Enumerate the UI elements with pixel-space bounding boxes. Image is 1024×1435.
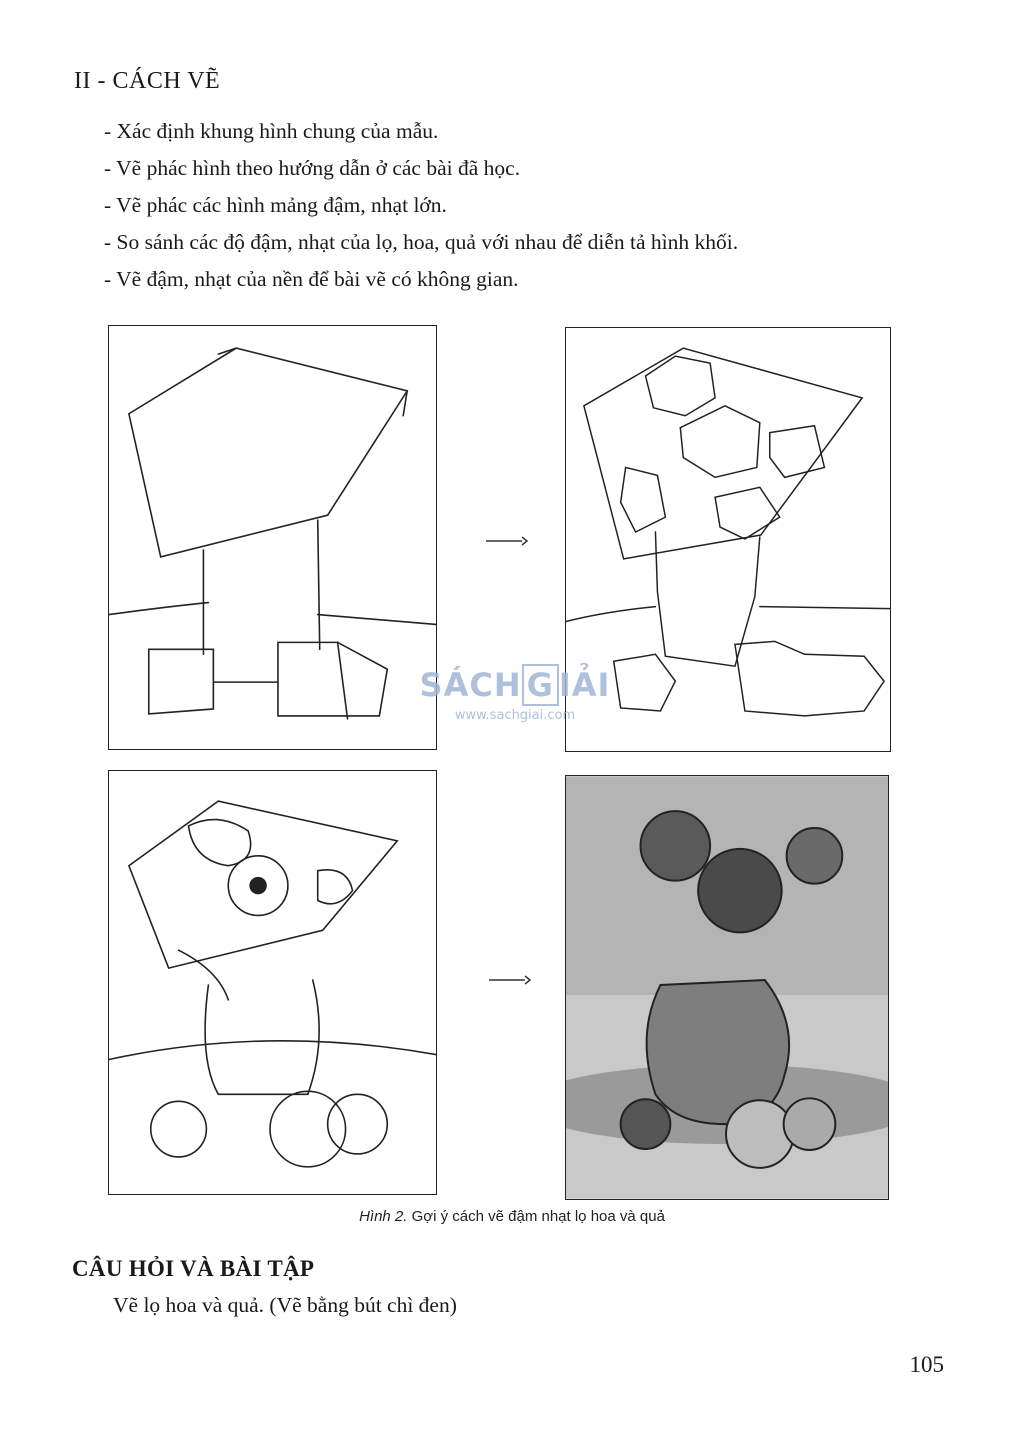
watermark-text: IẢI bbox=[558, 666, 611, 704]
tone-blocks-drawing bbox=[109, 771, 436, 1194]
list-item: - So sánh các độ đậm, nhạt của lọ, hoa, quả với nhau để diễn tả hình khối. bbox=[104, 230, 739, 254]
list-item: - Vẽ phác hình theo hướng dẫn ở các bài đã học. bbox=[104, 156, 521, 180]
watermark-text: G bbox=[522, 664, 559, 706]
finished-shading-drawing bbox=[566, 776, 888, 1199]
list-item: - Xác định khung hình chung của mẫu. bbox=[104, 119, 439, 143]
steps-list bbox=[104, 116, 738, 301]
figure-panel-step-3 bbox=[108, 770, 437, 1195]
exercises-title: CÂU HỎI VÀ BÀI TẬP bbox=[72, 1256, 315, 1281]
caption-text: Gợi ý cách vẽ đậm nhạt lọ hoa và quả bbox=[407, 1208, 665, 1225]
exercise-text: Vẽ lọ hoa và quả. (Vẽ bằng bút chì đen) bbox=[113, 1293, 457, 1317]
watermark-url: www.sachgiai.com bbox=[454, 708, 576, 723]
arrow-icon bbox=[487, 974, 531, 986]
page-number: 105 bbox=[909, 1352, 944, 1377]
figure-panel-step-1 bbox=[108, 325, 437, 750]
watermark-text: SÁCH bbox=[419, 666, 522, 704]
figure-caption bbox=[0, 1208, 1024, 1225]
section-heading: II - CÁCH VẼ bbox=[74, 68, 221, 94]
figure-panel-step-4 bbox=[565, 775, 889, 1200]
list-item: - Vẽ phác các hình mảng đậm, nhạt lớn. bbox=[104, 193, 447, 217]
frame-sketch-drawing bbox=[109, 326, 436, 749]
list-item: - Vẽ đậm, nhạt của nền để bài vẽ có không gian. bbox=[104, 267, 519, 291]
watermark-logo bbox=[410, 666, 620, 766]
arrow-icon bbox=[484, 535, 528, 547]
figure-label: Hình 2. bbox=[359, 1208, 408, 1225]
